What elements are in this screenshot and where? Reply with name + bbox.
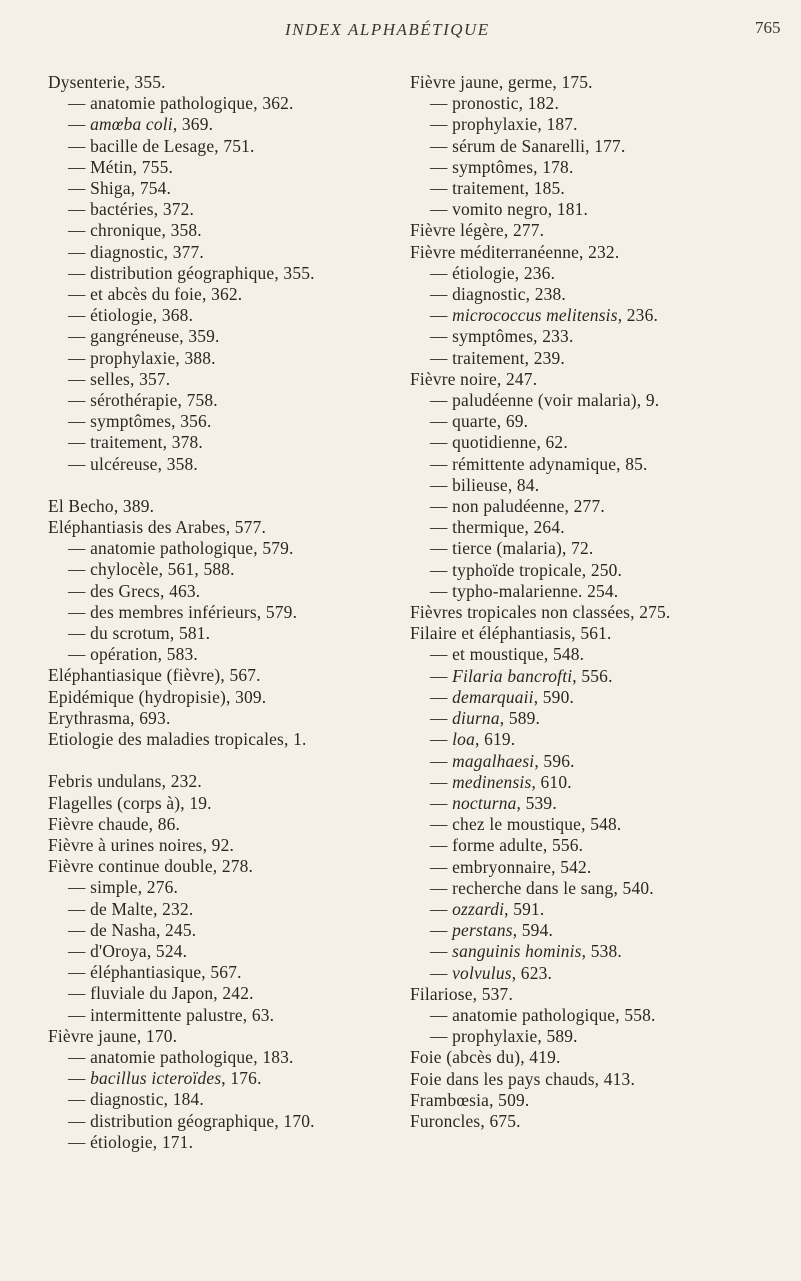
index-entry: Erythrasma, 693. bbox=[48, 707, 171, 728]
index-subentry: — chronique, 358. bbox=[68, 220, 202, 241]
index-subentry: — vomito negro, 181. bbox=[430, 199, 589, 220]
index-subentry: — rémittente adynamique, 85. bbox=[430, 453, 648, 474]
page-header bbox=[0, 14, 801, 44]
index-entry: Frambœsia, 509. bbox=[410, 1089, 530, 1110]
entry-text: — bbox=[430, 729, 453, 750]
index-subentry: — ulcéreuse, 358. bbox=[68, 453, 198, 474]
entry-text: , 589. bbox=[499, 708, 541, 729]
entry-text: , 594. bbox=[512, 920, 554, 941]
entry-text: — bbox=[68, 1068, 91, 1089]
index-subentry: — sérothérapie, 758. bbox=[68, 390, 218, 411]
index-entry: Fièvre continue double, 278. bbox=[48, 856, 254, 877]
entry-text: , 538. bbox=[581, 941, 622, 962]
index-subentry: — étiologie, 236. bbox=[430, 262, 556, 283]
index-subentry: — embryonnaire, 542. bbox=[430, 856, 592, 877]
index-subentry: — anatomie pathologique, 362. bbox=[68, 93, 294, 114]
index-subentry: — prophylaxie, 589. bbox=[430, 1026, 578, 1047]
index-subentry bbox=[48, 114, 388, 135]
index-entry: Foie (abcès du), 419. bbox=[410, 1047, 561, 1068]
index-subentry: — intermittente palustre, 63. bbox=[68, 1004, 275, 1025]
index-entry: Fièvres tropicales non classées, 275. bbox=[410, 602, 671, 623]
index-subentry: — quotidienne, 62. bbox=[430, 432, 568, 453]
index-entry: Fièvre méditerranéenne, 232. bbox=[410, 241, 620, 262]
index-subentry bbox=[410, 899, 795, 920]
index-subentry: — distribution géographique, 170. bbox=[68, 1110, 315, 1131]
italic-term: volvulus bbox=[452, 962, 512, 983]
index-subentry: — étiologie, 171. bbox=[68, 1131, 194, 1152]
entry-text: — bbox=[430, 962, 453, 983]
index-entry: Fièvre chaude, 86. bbox=[48, 813, 181, 834]
index-entry: Fièvre légère, 277. bbox=[410, 220, 545, 241]
index-subentry: — et abcès du foie, 362. bbox=[68, 284, 243, 305]
running-title: INDEX ALPHABÉTIQUE bbox=[285, 20, 490, 39]
index-subentry: — de Malte, 232. bbox=[68, 898, 194, 919]
index-subentry: — des Grecs, 463. bbox=[68, 580, 201, 601]
index-subentry: — pronostic, 182. bbox=[430, 93, 559, 114]
index-subentry: — chylocèle, 561, 588. bbox=[68, 559, 235, 580]
index-subentry: — éléphantiasique, 567. bbox=[68, 962, 242, 983]
entry-text: — bbox=[430, 665, 453, 686]
index-subentry: — Shiga, 754. bbox=[68, 178, 172, 199]
index-entry: Dysenterie, 355. bbox=[48, 72, 166, 92]
index-subentry bbox=[410, 666, 795, 687]
entry-text: — bbox=[430, 792, 453, 813]
index-subentry: — simple, 276. bbox=[68, 877, 179, 898]
index-entry: Foie dans les pays chauds, 413. bbox=[410, 1068, 636, 1089]
index-subentry: — non paludéenne, 277. bbox=[430, 496, 605, 517]
index-subentry: — traitement, 239. bbox=[430, 347, 565, 368]
index-subentry bbox=[410, 729, 795, 750]
italic-term: micrococcus melitensis bbox=[452, 305, 618, 326]
index-subentry: — distribution géographique, 355. bbox=[68, 262, 315, 283]
index-subentry: — prophylaxie, 187. bbox=[430, 114, 578, 135]
index-subentry: — anatomie pathologique, 558. bbox=[430, 1004, 656, 1025]
index-subentry: — et moustique, 548. bbox=[430, 644, 585, 665]
index-entry: Eléphantiasique (fièvre), 567. bbox=[48, 665, 261, 686]
index-subentry: — anatomie pathologique, 183. bbox=[68, 1046, 294, 1067]
index-subentry bbox=[410, 920, 795, 941]
index-subentry: — typho-malarienne. 254. bbox=[430, 580, 619, 601]
section-gap bbox=[48, 475, 388, 496]
italic-term: perstans bbox=[452, 920, 513, 941]
page-number: 765 bbox=[755, 18, 781, 37]
entry-text: , 591. bbox=[504, 898, 545, 919]
index-subentry: — du scrotum, 581. bbox=[68, 623, 211, 644]
index-subentry: — anatomie pathologique, 579. bbox=[68, 538, 294, 559]
index-subentry bbox=[48, 1068, 388, 1089]
index-subentry: — de Nasha, 245. bbox=[68, 919, 197, 940]
index-subentry bbox=[410, 708, 795, 729]
index-entry: Fièvre à urines noires, 92. bbox=[48, 834, 235, 855]
index-column-right bbox=[410, 72, 795, 1132]
index-subentry bbox=[410, 941, 795, 962]
entry-text: , 369. bbox=[172, 114, 214, 135]
index-subentry bbox=[410, 963, 795, 984]
italic-term: bacillus icteroïdes bbox=[90, 1068, 222, 1089]
index-subentry: — symptômes, 233. bbox=[430, 326, 574, 347]
index-column-left bbox=[48, 72, 388, 1153]
index-subentry: — bacille de Lesage, 751. bbox=[68, 135, 255, 156]
italic-term: ozzardi bbox=[452, 898, 505, 919]
entry-text: — bbox=[430, 750, 453, 771]
entry-text: , 539. bbox=[516, 792, 557, 813]
entry-text: — bbox=[430, 708, 453, 729]
entry-text: — bbox=[430, 305, 453, 326]
index-entry: Fièvre noire, 247. bbox=[410, 368, 538, 389]
index-entry: Fièvre jaune, germe, 175. bbox=[410, 72, 593, 92]
index-entry: Filaire et éléphantiasis, 561. bbox=[410, 623, 612, 644]
index-entry: Etiologie des maladies tropicales, 1. bbox=[48, 729, 307, 750]
italic-term: amœba coli bbox=[90, 114, 173, 135]
index-subentry: — paludéenne (voir malaria), 9. bbox=[430, 390, 660, 411]
entry-text: — bbox=[430, 686, 453, 707]
index-subentry: — chez le moustique, 548. bbox=[430, 814, 622, 835]
index-entry: Eléphantiasis des Arabes, 577. bbox=[48, 517, 267, 538]
index-subentry: — Métin, 755. bbox=[68, 156, 174, 177]
entry-text: , 619. bbox=[474, 729, 516, 750]
index-subentry: — diagnostic, 184. bbox=[68, 1089, 204, 1110]
index-subentry: — sérum de Sanarelli, 177. bbox=[430, 135, 626, 156]
entry-text: — bbox=[430, 941, 453, 962]
index-entry: Flagelles (corps à), 19. bbox=[48, 792, 212, 813]
index-subentry: — forme adulte, 556. bbox=[430, 835, 584, 856]
index-subentry bbox=[410, 793, 795, 814]
index-entry: El Becho, 389. bbox=[48, 495, 155, 516]
entry-text: , 556. bbox=[572, 665, 613, 686]
index-subentry bbox=[410, 687, 795, 708]
index-entry: Fièvre jaune, 170. bbox=[48, 1025, 178, 1046]
index-subentry: — selles, 357. bbox=[68, 368, 171, 389]
entry-text: , 176. bbox=[221, 1068, 262, 1089]
italic-term: demarquaii bbox=[452, 686, 534, 707]
entry-text: — bbox=[68, 114, 91, 135]
index-entry: Epidémique (hydropisie), 309. bbox=[48, 686, 267, 707]
italic-term: nocturna bbox=[452, 792, 517, 813]
italic-term: magalhaesi bbox=[452, 750, 535, 771]
entry-text: , 236. bbox=[617, 305, 659, 326]
index-subentry bbox=[410, 751, 795, 772]
italic-term: sanguinis hominis bbox=[452, 941, 582, 962]
italic-term: loa bbox=[452, 729, 475, 750]
index-subentry: — tierce (malaria), 72. bbox=[430, 538, 594, 559]
index-subentry: — diagnostic, 238. bbox=[430, 284, 566, 305]
entry-text: , 610. bbox=[531, 771, 572, 792]
index-entry: Filariose, 537. bbox=[410, 983, 513, 1004]
index-subentry: — prophylaxie, 388. bbox=[68, 347, 216, 368]
entry-text: — bbox=[430, 920, 453, 941]
index-subentry: — recherche dans le sang, 540. bbox=[430, 877, 654, 898]
entry-text: — bbox=[430, 771, 453, 792]
index-subentry: — thermique, 264. bbox=[430, 517, 565, 538]
index-subentry: — étiologie, 368. bbox=[68, 305, 194, 326]
index-subentry: — diagnostic, 377. bbox=[68, 241, 204, 262]
index-subentry: — traitement, 185. bbox=[430, 178, 565, 199]
entry-text: , 596. bbox=[534, 750, 575, 771]
entry-text: , 590. bbox=[533, 686, 575, 707]
index-subentry: — bactéries, 372. bbox=[68, 199, 195, 220]
index-subentry: — symptômes, 178. bbox=[430, 156, 574, 177]
index-subentry: — d'Oroya, 524. bbox=[68, 940, 188, 961]
italic-term: Filaria bancrofti bbox=[452, 665, 573, 686]
italic-term: medinensis bbox=[452, 771, 532, 792]
index-subentry: — gangréneuse, 359. bbox=[68, 326, 220, 347]
index-subentry bbox=[410, 305, 795, 326]
index-subentry bbox=[410, 772, 795, 793]
index-subentry: — traitement, 378. bbox=[68, 432, 203, 453]
index-subentry: — symptômes, 356. bbox=[68, 411, 212, 432]
index-entry: Furoncles, 675. bbox=[410, 1110, 521, 1131]
index-subentry: — fluviale du Japon, 242. bbox=[68, 983, 254, 1004]
index-entry: Febris undulans, 232. bbox=[48, 771, 202, 792]
index-subentry: — bilieuse, 84. bbox=[430, 474, 540, 495]
index-subentry: — typhoïde tropicale, 250. bbox=[430, 559, 623, 580]
italic-term: diurna bbox=[452, 708, 500, 729]
index-subentry: — opération, 583. bbox=[68, 644, 198, 665]
section-gap bbox=[48, 750, 388, 771]
index-subentry: — quarte, 69. bbox=[430, 411, 529, 432]
entry-text: , 623. bbox=[511, 962, 553, 983]
entry-text: — bbox=[430, 898, 453, 919]
index-subentry: — des membres inférieurs, 579. bbox=[68, 601, 298, 622]
